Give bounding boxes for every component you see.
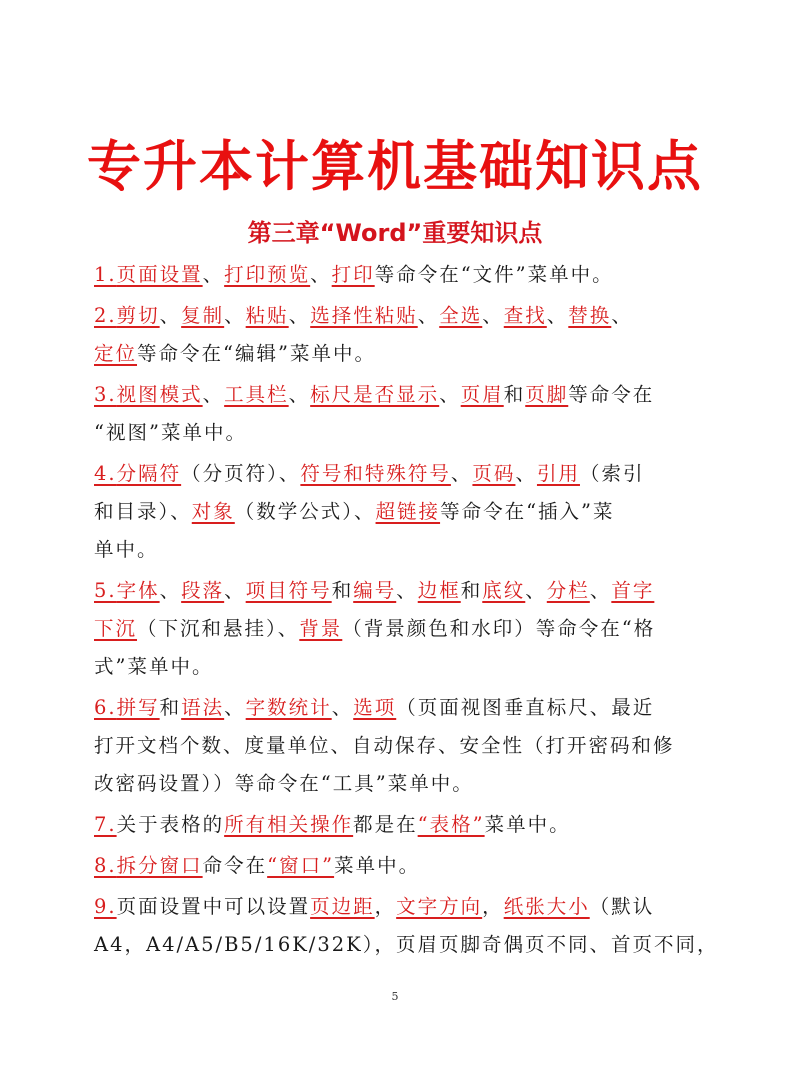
note-text: 、: [439, 383, 461, 406]
keyword-text: 5.: [94, 579, 117, 602]
note-text: 等命令在: [568, 383, 655, 406]
note-text: 、: [288, 383, 311, 406]
note-text: 等命令在“文件”菜单中。: [374, 263, 614, 286]
keyword-text: 页眉: [460, 383, 504, 406]
keyword-text: 边框: [417, 579, 461, 602]
note-line: [94, 610, 704, 648]
keyword-text: 定位: [94, 342, 138, 365]
page-number: 5: [391, 990, 399, 1003]
note-line: [94, 335, 704, 373]
keyword-text: 打印预览: [224, 263, 311, 286]
note-text: 、: [159, 304, 182, 327]
keyword-text: 6.: [94, 696, 117, 719]
keyword-text: 项目符号: [245, 579, 332, 602]
note-text: 、: [450, 462, 473, 485]
keyword-text: 页面设置: [116, 263, 203, 286]
keyword-text: 7.: [94, 813, 117, 836]
note-text: 和: [460, 579, 483, 602]
keyword-text: 拼写: [116, 696, 160, 719]
keyword-text: 引用: [536, 462, 580, 485]
keyword-text: 背景: [299, 617, 343, 640]
keyword-text: 页脚: [525, 383, 569, 406]
keyword-text: 拆分窗口: [116, 854, 203, 877]
keyword-text: 超链接: [375, 500, 441, 523]
keyword-text: 底纹: [482, 579, 526, 602]
keyword-text: 纸张大小: [503, 895, 590, 918]
keyword-text: 视图模式: [116, 383, 203, 406]
keyword-text: 工具栏: [224, 383, 289, 406]
note-text: 、: [224, 696, 246, 719]
keyword-text: 选项: [353, 696, 397, 719]
keyword-text: 所有相关操作: [224, 813, 354, 836]
keyword-text: 3.: [94, 383, 117, 406]
keyword-text: 9.: [94, 895, 117, 918]
note-line: [94, 376, 704, 414]
note-line: [94, 765, 704, 803]
keyword-text: 文字方向: [396, 895, 483, 918]
keyword-text: 选择性粘贴: [310, 304, 418, 327]
note-text: （索引: [579, 462, 645, 485]
keyword-text: 分栏: [546, 579, 590, 602]
note-text: 和: [159, 696, 182, 719]
note-line: [94, 531, 704, 569]
note-text: A4，A4/A5/B5/16K/32K），页眉页脚奇偶页不同、首页不同，: [94, 933, 719, 956]
note-text: ，: [374, 895, 397, 918]
keyword-text: 打印: [331, 263, 375, 286]
note-line: [94, 847, 704, 885]
note-line: [94, 455, 704, 493]
note-text: 、: [546, 304, 569, 327]
note-text: 和目录）、: [94, 500, 192, 523]
keyword-text: 查找: [503, 304, 547, 327]
main-title: 专升本计算机基础知识点: [87, 135, 703, 198]
keyword-text: 语法: [181, 696, 225, 719]
note-text: 、: [417, 304, 440, 327]
keyword-text: 字数统计: [245, 696, 332, 719]
note-text: （分页符）、: [181, 462, 301, 485]
note-text: 、: [589, 579, 612, 602]
keyword-text: 2.: [94, 304, 117, 327]
note-line: [94, 493, 704, 531]
keyword-text: 全选: [439, 304, 483, 327]
note-text: （默认: [589, 895, 655, 918]
keyword-text: “表格”: [417, 813, 485, 836]
chapter-title: 第三章“Word”重要知识点: [247, 219, 543, 247]
note-line: [94, 256, 704, 294]
keyword-text: 编号: [353, 579, 397, 602]
keyword-text: 8.: [94, 854, 117, 877]
note-text: 单中。: [94, 538, 159, 561]
keyword-text: 对象: [191, 500, 235, 523]
keyword-text: 1.: [94, 263, 117, 286]
keyword-text: 粘贴: [245, 304, 289, 327]
note-text: 、: [159, 579, 182, 602]
note-text: （背景颜色和水印）等命令在“格: [342, 617, 656, 640]
note-text: “视图”菜单中。: [94, 421, 247, 444]
note-line: [94, 926, 719, 964]
keyword-text: 标尺是否显示: [310, 383, 440, 406]
note-text: 式”菜单中。: [94, 655, 214, 678]
note-text: 页面设置中可以设置: [116, 895, 311, 918]
note-line: [94, 297, 704, 335]
keyword-text: 符号和特殊符号: [300, 462, 451, 485]
note-text: 、: [525, 579, 547, 602]
keyword-text: 复制: [181, 304, 225, 327]
note-text: 、: [515, 462, 537, 485]
note-line: [94, 414, 704, 452]
keyword-text: 剪切: [116, 304, 160, 327]
note-text: 等命令在“插入”菜: [440, 500, 615, 523]
keyword-text: 分隔符: [116, 462, 182, 485]
note-text: （页面视图垂直标尺、最近: [396, 696, 655, 719]
note-text: （下沉和悬挂）、: [137, 617, 300, 640]
note-text: 、: [288, 304, 311, 327]
note-text: 、: [202, 383, 225, 406]
note-line: [94, 572, 704, 610]
note-text: （数学公式）、: [234, 500, 376, 523]
keyword-text: 页码: [472, 462, 516, 485]
keyword-text: 首字: [611, 579, 655, 602]
note-text: 都是在: [353, 813, 418, 836]
keyword-text: 字体: [116, 579, 160, 602]
note-line: [94, 888, 704, 926]
note-text: 命令在: [202, 854, 268, 877]
note-text: 、: [224, 579, 246, 602]
keyword-text: 4.: [94, 462, 117, 485]
note-line: [94, 806, 704, 844]
note-text: 、: [396, 579, 418, 602]
keyword-text: “窗口”: [267, 854, 335, 877]
note-text: 和: [331, 579, 354, 602]
keyword-text: 替换: [568, 304, 612, 327]
note-text: 、: [331, 696, 354, 719]
note-text: 关于表格的: [116, 813, 225, 836]
note-text: 、: [611, 304, 633, 327]
note-text: 菜单中。: [484, 813, 571, 836]
note-text: 、: [202, 263, 225, 286]
note-text: 、: [224, 304, 246, 327]
keyword-text: 下沉: [94, 617, 138, 640]
keyword-text: 段落: [181, 579, 225, 602]
note-text: ，: [482, 895, 504, 918]
note-text: 菜单中。: [334, 854, 421, 877]
keyword-text: 页边距: [310, 895, 375, 918]
notes-content: [94, 256, 719, 964]
note-text: 打开文档个数、度量单位、自动保存、安全性（打开密码和修: [94, 734, 675, 757]
note-text: 和: [503, 383, 526, 406]
note-line: [94, 689, 704, 727]
note-text: 等命令在“编辑”菜单中。: [137, 342, 376, 365]
note-text: 、: [482, 304, 504, 327]
note-text: 改密码设置））等命令在“工具”菜单中。: [94, 772, 474, 795]
note-line: [94, 727, 704, 765]
note-line: [94, 648, 704, 686]
note-text: 、: [310, 263, 332, 286]
